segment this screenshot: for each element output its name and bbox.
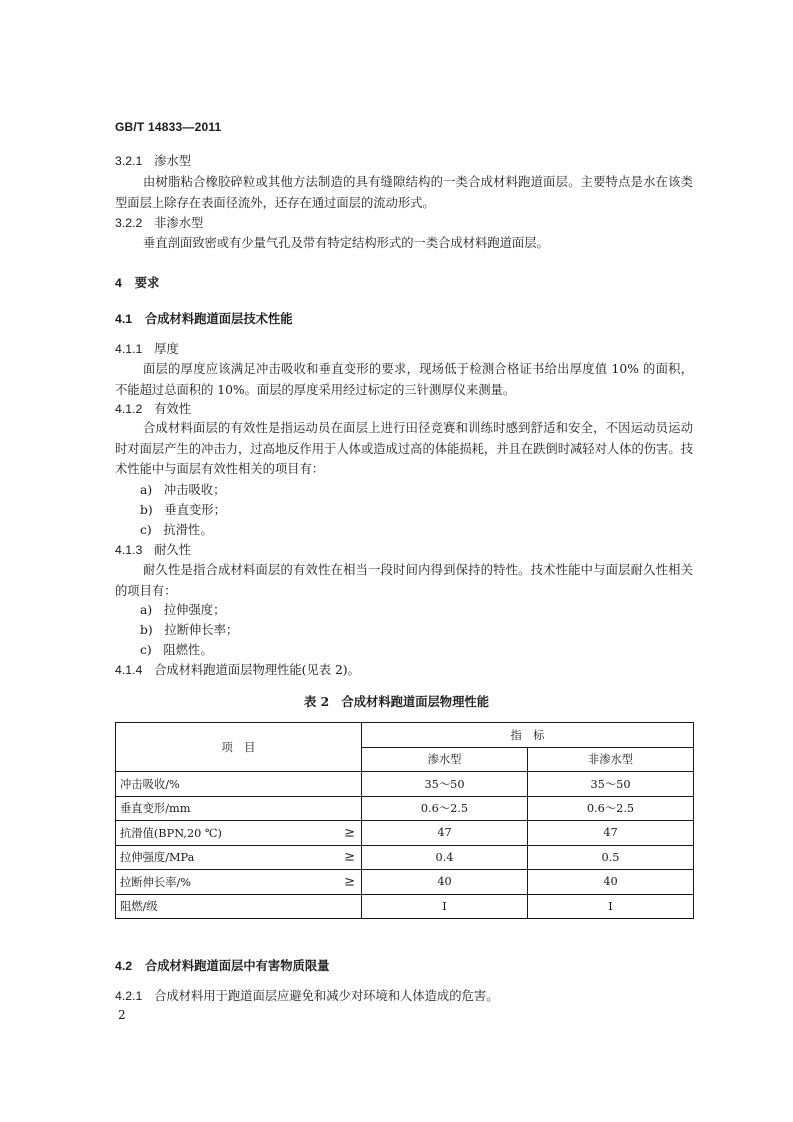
list-marker: a) (140, 603, 153, 617)
section-title: 耐久性 (154, 543, 191, 557)
section-number: 4.1.2 (115, 402, 143, 416)
paragraph-4-1-1: 面层的厚度应该满足冲击吸收和垂直变形的要求，现场低于检测合格证书给出厚度值 10% 的面积，不能超过总面积的 10%。面层的厚度采用经过标定的三针测厚仪来测量。 (115, 362, 693, 397)
list-text: 拉断伸长率； (164, 623, 239, 637)
section-title: 合成材料跑道面层物理性能(见表 2)。 (154, 663, 360, 677)
section-number: 4.1.1 (115, 342, 143, 356)
section-title: 合成材料跑道面层中有害物质限量 (144, 958, 330, 973)
section-number: 4 (115, 276, 122, 290)
heading-4-1-3 (115, 540, 191, 560)
section-number: 4.1 (115, 312, 133, 326)
value-permeable: 35～50 (362, 772, 528, 797)
section-title: 厚度 (154, 342, 179, 356)
value-nonpermeable: 0.6～2.5 (528, 796, 694, 821)
row-operator: ≥ (344, 825, 355, 841)
heading-4 (115, 273, 159, 293)
row-operator: ≥ (344, 874, 355, 890)
section-number: 4.1.3 (115, 543, 143, 557)
list-marker: b) (140, 623, 153, 637)
row-name (116, 845, 362, 870)
value-nonpermeable: 47 (528, 821, 694, 846)
row-name (116, 894, 362, 919)
heading-4-1 (115, 309, 293, 329)
section-number: 4.2 (115, 959, 133, 973)
list-marker: a) (140, 483, 153, 497)
header-index (362, 723, 694, 748)
list-marker: c) (140, 643, 152, 657)
section-title: 合成材料跑道面层技术性能 (144, 311, 293, 326)
row-name-text: 垂直变形/mm (120, 802, 191, 816)
table-row (116, 870, 694, 895)
value-permeable: 40 (362, 870, 528, 895)
section-number: 3.2.2 (115, 216, 143, 230)
value-nonpermeable: 35～50 (528, 772, 694, 797)
section-title: 非渗水型 (154, 216, 204, 230)
header-item (116, 723, 362, 772)
value-nonpermeable: 40 (528, 870, 694, 895)
list-item (140, 600, 225, 620)
section-title: 要求 (134, 275, 160, 290)
list-item (140, 500, 226, 520)
section-title: 有效性 (154, 402, 191, 416)
list-text: 垂直变形； (164, 503, 226, 517)
row-operator: ≥ (344, 849, 355, 865)
value-permeable: 0.6～2.5 (362, 796, 528, 821)
header-permeable: 渗水型 (362, 747, 528, 772)
row-name-text: 阻燃/级 (120, 900, 158, 914)
header-item-label: 项 目 (221, 741, 256, 754)
heading-3-2-1 (115, 151, 191, 171)
section-number: 4.2.1 (115, 989, 143, 1003)
row-name (116, 870, 362, 895)
heading-4-1-2 (115, 399, 191, 419)
list-text: 阻燃性。 (163, 643, 213, 657)
header-nonpermeable: 非渗水型 (528, 747, 694, 772)
list-marker: b) (140, 503, 153, 517)
section-title: 合成材料用于跑道面层应避免和减少对环境和人体造成的危害。 (154, 989, 499, 1003)
table-header-row (116, 723, 694, 748)
heading-4-1-4 (115, 660, 360, 680)
header-index-label: 指 标 (510, 728, 545, 742)
list-text: 拉伸强度； (163, 603, 226, 617)
row-name-text: 拉断伸长率/% (120, 875, 192, 889)
heading-4-1-1 (115, 339, 179, 359)
row-name-text: 冲击吸收/% (120, 777, 180, 791)
value-nonpermeable: 0.5 (528, 845, 694, 870)
list-text: 冲击吸收； (163, 483, 226, 497)
table-row (116, 772, 694, 797)
row-name (116, 796, 362, 821)
list-item (140, 480, 225, 500)
table-row (116, 796, 694, 821)
table-row (116, 821, 694, 846)
standard-code: GB/T 14833—2011 (115, 120, 222, 134)
row-name-text: 拉伸强度/MPa (120, 851, 195, 865)
list-item (140, 640, 213, 660)
physical-properties-table (115, 722, 694, 919)
table-row (116, 894, 694, 919)
section-number: 4.1.4 (115, 663, 143, 677)
table-caption: 表 2 合成材料跑道面层物理性能 (304, 694, 489, 709)
section-number: 3.2.1 (115, 154, 143, 168)
list-marker: c) (140, 523, 152, 537)
list-text: 抗滑性。 (163, 523, 213, 537)
heading-4-2-1 (115, 986, 498, 1006)
section-title: 渗水型 (154, 154, 191, 168)
list-item (140, 620, 238, 640)
page-number: 2 (118, 1008, 126, 1022)
value-permeable: Ⅰ (362, 894, 528, 919)
heading-4-2 (115, 956, 329, 976)
value-permeable: 47 (362, 821, 528, 846)
value-nonpermeable: Ⅰ (528, 894, 694, 919)
row-name (116, 772, 362, 797)
paragraph-3-2-2: 垂直剖面致密或有少量气孔及带有特定结构形式的一类合成材料跑道面层。 (143, 236, 549, 250)
table-row (116, 845, 694, 870)
heading-3-2-2 (115, 213, 203, 233)
paragraph-4-1-3: 耐久性是指合成材料面层的有效性在相当一段时间内得到保持的特性。技术性能中与面层耐久性相关的项目有： (115, 563, 693, 598)
paragraph-3-2-1: 由树脂粘合橡胶碎粒或其他方法制造的具有缝隙结构的一类合成材料跑道面层。主要特点是水在该类型面层上除存在表面径流外，还存在通过面层的流动形式。 (115, 175, 693, 210)
list-item (140, 520, 213, 540)
value-permeable: 0.4 (362, 845, 528, 870)
row-name-text: 抗滑值(BPN,20 ℃) (120, 826, 222, 840)
row-name (116, 821, 362, 846)
paragraph-4-1-2: 合成材料面层的有效性是指运动员在面层上进行田径竞赛和训练时感到舒适和安全，不因运动员运动时对面层产生的冲击力，过高地反作用于人体或造成过高的体能损耗，并且在跌倒时减轻对人体的伤害。技术性能中与面层有效性相关的项目有： (115, 421, 693, 476)
